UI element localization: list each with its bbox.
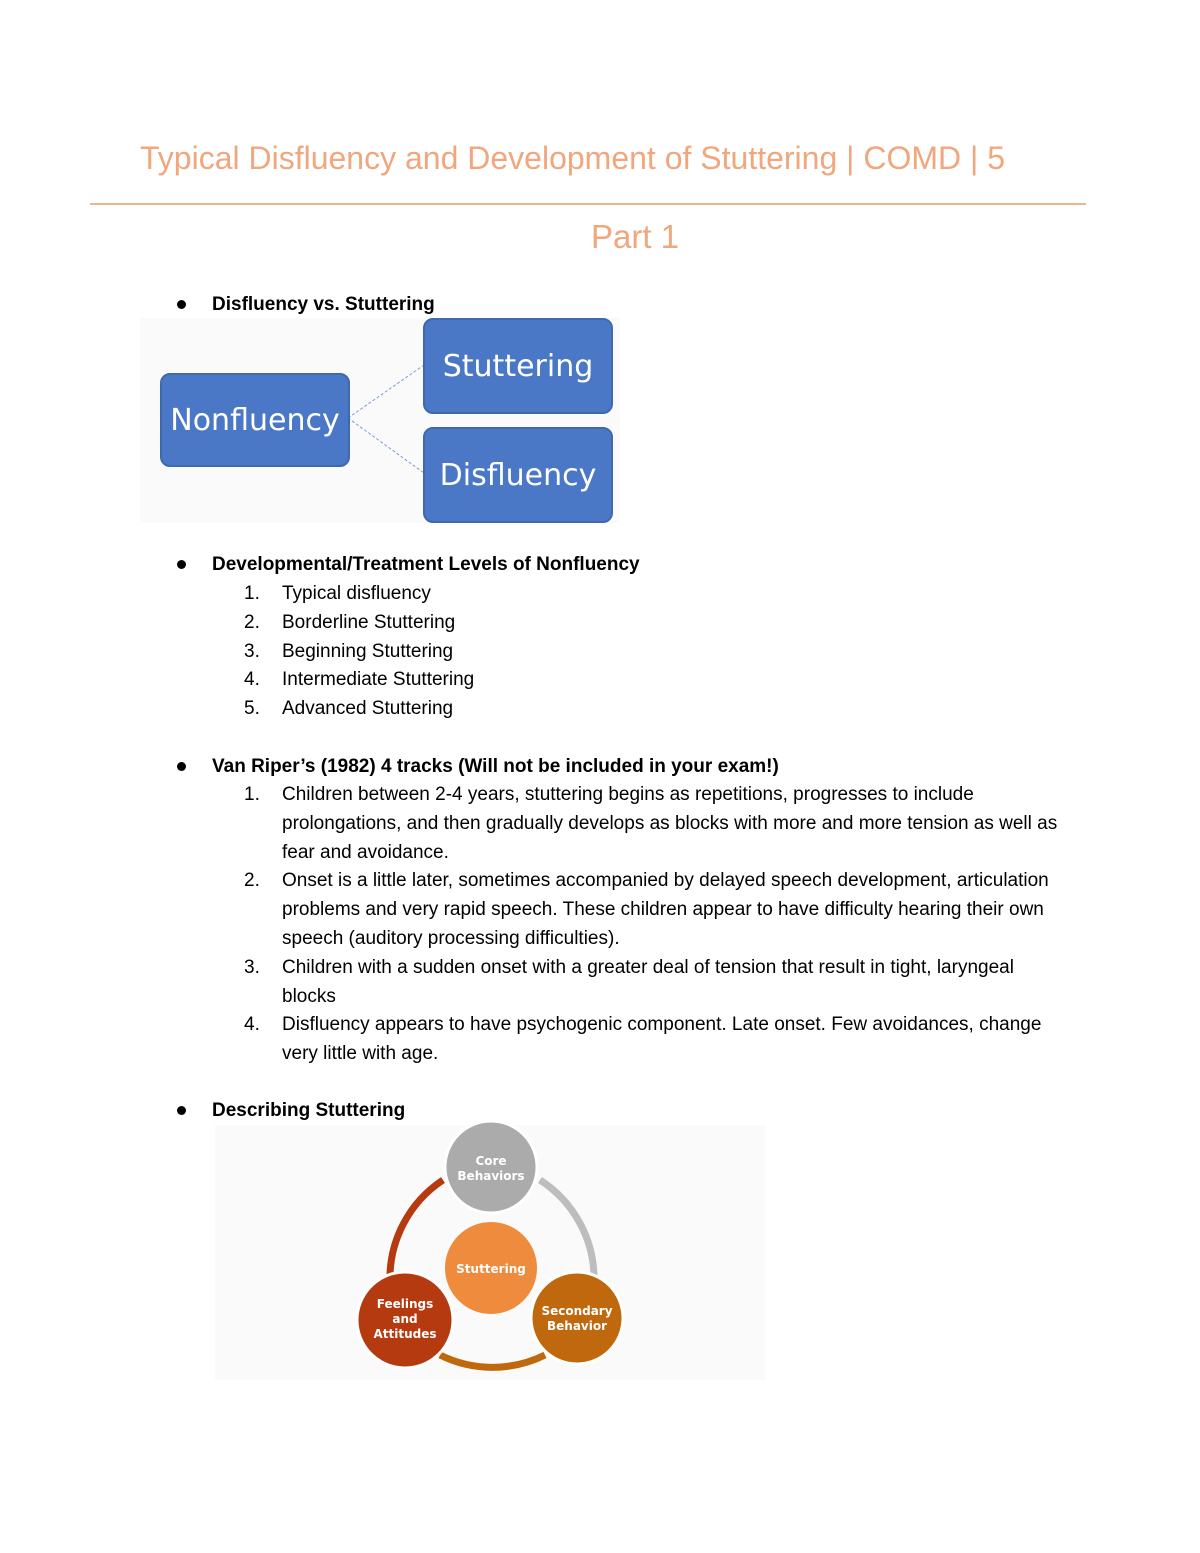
section-heading: Describing Stuttering bbox=[212, 1100, 406, 1121]
arc-core-secondary bbox=[540, 1180, 594, 1282]
feelings-label-line1: Feelings bbox=[376, 1297, 434, 1311]
list-item: 5. Advanced Stuttering bbox=[244, 698, 454, 720]
part-title: Part 1 bbox=[590, 218, 680, 255]
stuttering-box: Stuttering bbox=[423, 318, 613, 414]
nonfluency-box: Nonfluency bbox=[160, 373, 350, 467]
list-item: 3. Beginning Stuttering bbox=[244, 640, 454, 662]
list-item: 2. Onset is a little later, sometimes accompanied by delayed speech development, articulation problems and very rapid speech. These children appear to have difficulty hearing their own speech (auditory processing difficulties). bbox=[244, 870, 1049, 949]
list-item: 4. Disfluency appears to have psychogenic component. Late onset. Few avoidances, change very little with age. bbox=[244, 1014, 1042, 1065]
feelings-label-line3: Attitudes bbox=[373, 1327, 437, 1341]
core-label-line2: Behaviors bbox=[457, 1169, 525, 1183]
document-header-title: Typical Disfluency and Development of Stuttering | COMD | 5 bbox=[140, 140, 1005, 176]
arc-secondary-feelings bbox=[440, 1355, 545, 1367]
stuttering-center-label: Stuttering bbox=[456, 1262, 526, 1276]
arc-feelings-core bbox=[390, 1180, 443, 1282]
list-item: 1. Typical disfluency bbox=[244, 583, 431, 604]
list-item: 2. Borderline Stuttering bbox=[244, 611, 456, 633]
feelings-label-line2: and bbox=[392, 1312, 418, 1326]
section-heading: Disfluency vs. Stuttering bbox=[212, 294, 435, 315]
secondary-label-line2: Behavior bbox=[546, 1319, 608, 1333]
secondary-behavior-circle bbox=[531, 1272, 623, 1364]
list-item: 1. Children between 2-4 years, stuttering begins as repetitions, progresses to include prolongations, and then gradually develops as blocks with more and more tension as well as fear and avoidance. bbox=[244, 784, 1058, 863]
list-item: 3. Children with a sudden onset with a greater deal of tension that result in tight, laryngeal blocks bbox=[244, 956, 1014, 1007]
disfluency-box: Disfluency bbox=[423, 427, 613, 523]
section-heading: Van Riper’s (1982) 4 tracks (Will not be included in your exam!) bbox=[212, 756, 779, 777]
list-item: 4. Intermediate Stuttering bbox=[244, 669, 475, 691]
core-label-line1: Core bbox=[475, 1154, 507, 1168]
secondary-label-line1: Secondary bbox=[541, 1304, 613, 1318]
section-heading: Developmental/Treatment Levels of Nonfluency bbox=[212, 554, 640, 575]
